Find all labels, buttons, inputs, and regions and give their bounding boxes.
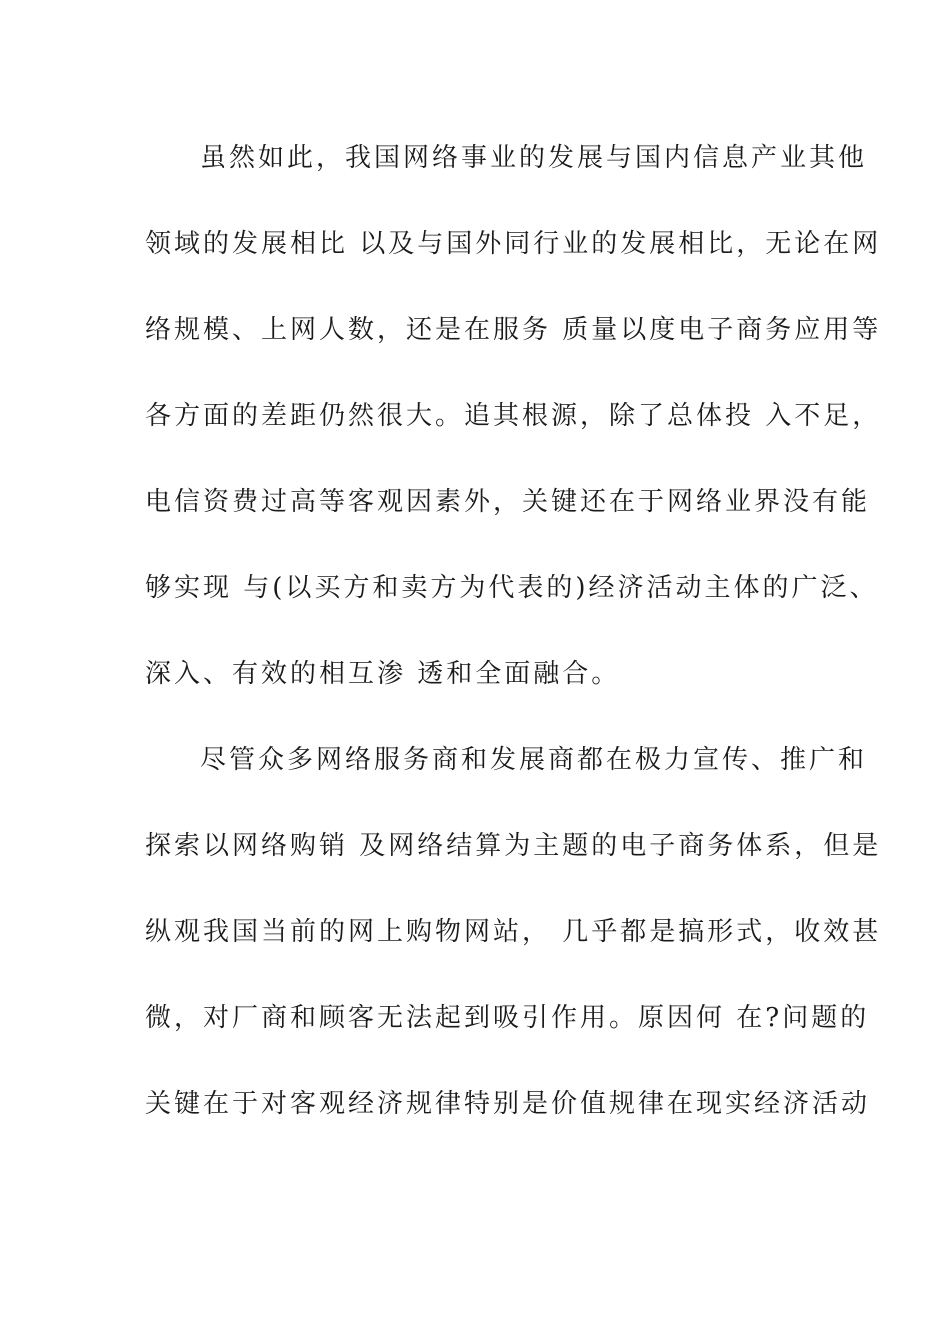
paragraph-line: 各方面的差距仍然很大。追其根源，除了总体投 入不足， (145, 401, 882, 431)
paragraph-line: 虽然如此，我国网络事业的发展与国内信息产业其他 (200, 143, 868, 173)
paragraph-line: 深入、有效的相互渗 透和全面融合。 (145, 659, 621, 689)
paragraph-line: 电信资费过高等客观因素外，关键还在于网络业界没有能 (145, 487, 871, 517)
paragraph-line: 络规模、上网人数，还是在服务 质量以度电子商务应用等 (145, 315, 882, 345)
paragraph-line: 够实现 与(以买方和卖方为代表的)经济活动主体的广泛、 (145, 573, 879, 603)
paragraph-line: 领域的发展相比 以及与国外同行业的发展相比，无论在网 (145, 229, 882, 259)
paragraph-line: 探索以网络购销 及网络结算为主题的电子商务体系，但是 (145, 831, 882, 861)
paragraph-line: 纵观我国当前的网上购物网站， 几乎都是搞形式，收效甚 (145, 917, 882, 947)
paragraph-line: 微，对厂商和顾客无法起到吸引作用。原因何 在?问题的 (145, 1003, 870, 1033)
paragraph-line: 尽管众多网络服务商和发展商都在极力宣传、推广和 (200, 745, 868, 775)
paragraph-line: 关键在于对客观经济规律特别是价值规律在现实经济活动 (145, 1089, 871, 1119)
